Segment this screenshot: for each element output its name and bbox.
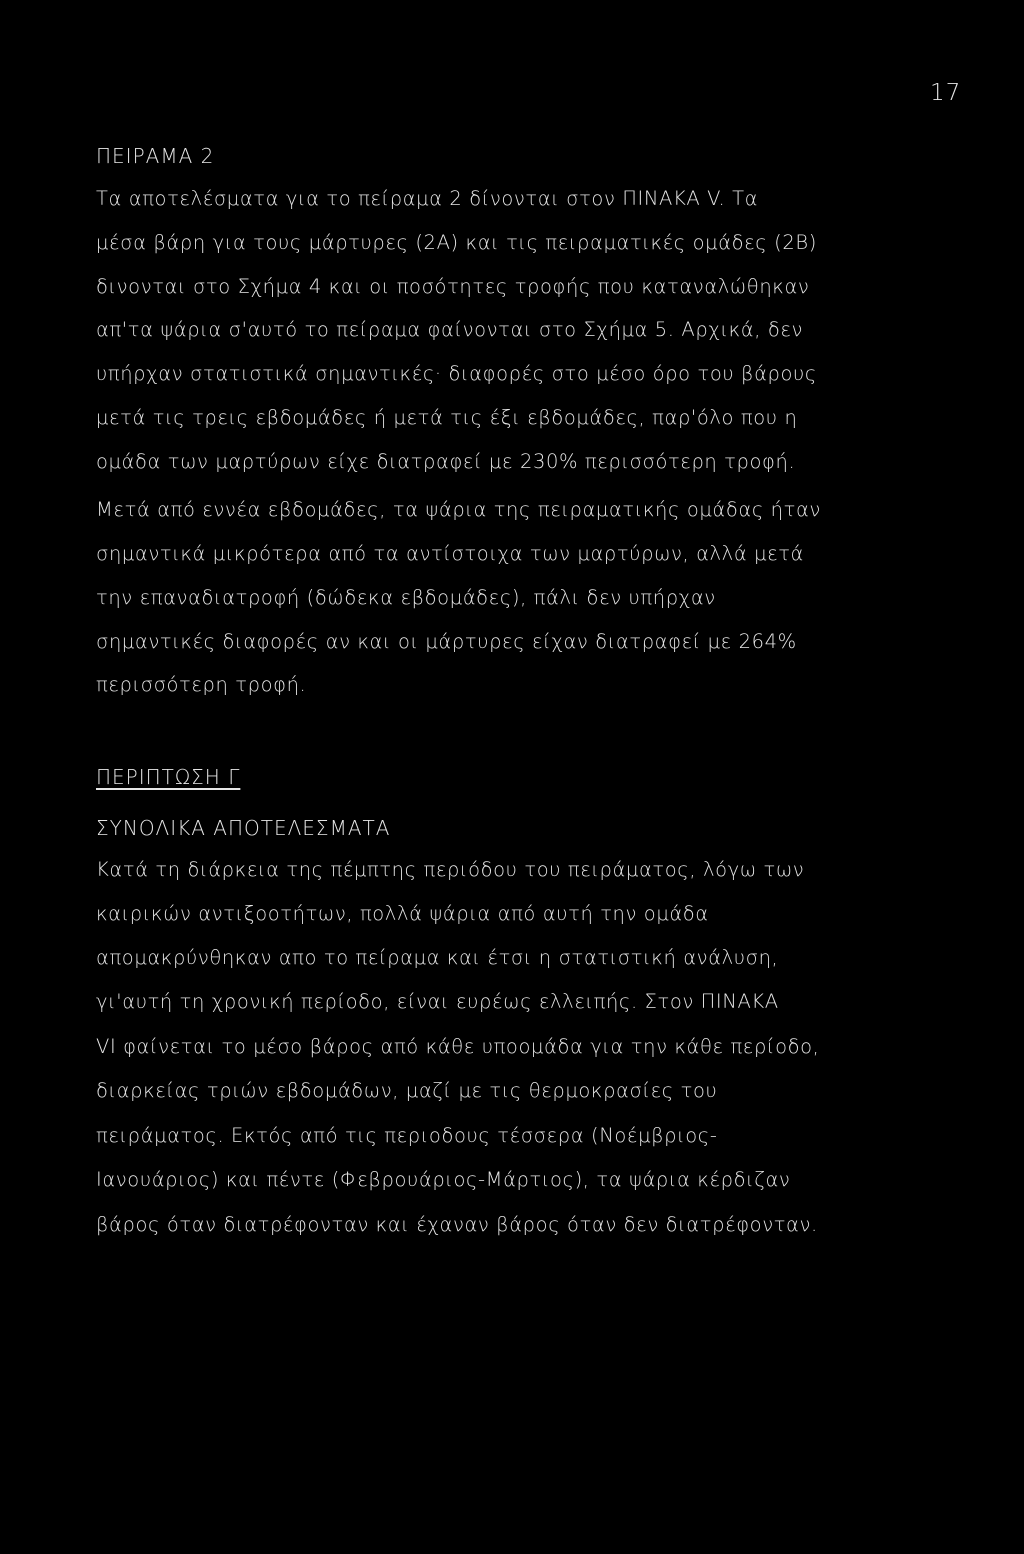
text-line: μετά τις τρεις εβδομάδες ή μετά τις έξι εβδομάδες, παρ'όλο που η (96, 406, 798, 429)
case-heading: ΠΕΡΙΠΤΩΣΗ Γ (96, 765, 241, 789)
text-line: ομάδα των μαρτύρων είχε διατραφεί με 230% περισσότερη τροφή. (96, 450, 796, 473)
page-number: 17 (930, 80, 962, 106)
text-line: την επαναδιατροφή (δώδεκα εβδομάδες), πάλι δεν υπήρχαν (96, 586, 716, 609)
text-line: βάρος όταν διατρέφονταν και έχαναν βάρος όταν δεν διατρέφονταν. (96, 1213, 818, 1236)
text-line: VI φαίνεται το μέσο βάρος από κάθε υποομάδα για την κάθε περίοδο, (96, 1035, 820, 1058)
text-line: πειράματος. Εκτός από τις περιοδους τέσσερα (Νοέμβριος- (96, 1124, 718, 1147)
text-line: απ'τα ψάρια σ'αυτό το πείραμα φαίνονται στο Σχήμα 5. Αρχικά, δεν (96, 318, 803, 341)
text-line: Ιανουάριος) και πέντε (Φεβρουάριος-Μάρτιος), τα ψάρια κέρδιζαν (96, 1168, 791, 1191)
text-line: σημαντικές διαφορές αν και οι μάρτυρες είχαν διατραφεί με 264% (96, 630, 797, 653)
text-line: περισσότερη τροφή. (96, 673, 307, 696)
text-line: σημαντικά μικρότερα από τα αντίστοιχα των μαρτύρων, αλλά μετά (96, 542, 805, 565)
text-line: Τα αποτελέσματα για το πείραμα 2 δίνονται στον ΠΙΝΑΚΑ V. Τα (96, 187, 759, 210)
text-line: Μετά από εννέα εβδομάδες, τα ψάρια της πειραματικής ομάδας ήταν (96, 498, 821, 521)
text-line: απομακρύνθηκαν απο το πείραμα και έτσι η στατιστική ανάλυση, (96, 946, 779, 969)
text-line: υπήρχαν στατιστικά σημαντικές· διαφορές στο μέσο όρο του βάρους (96, 362, 817, 385)
text-line: Κατά τη διάρκεια της πέμπτης περιόδου του πειράματος, λόγω των (96, 858, 805, 881)
text-line: μέσα βάρη για τους μάρτυρες (2Α) και τις πειραματικές ομάδες (2Β) (96, 231, 817, 254)
text-line: καιρικών αντιξοοτήτων, πολλά ψάρια από αυτή την ομάδα (96, 902, 709, 925)
text-line: δινονται στο Σχήμα 4 και οι ποσότητες τροφής που καταναλώθηκαν (96, 275, 810, 298)
text-line: διαρκείας τριών εβδομάδων, μαζί με τις θερμοκρασίες του (96, 1079, 718, 1102)
case-subheading: ΣΥΝΟΛΙΚΑ ΑΠΟΤΕΛΕΣΜΑΤΑ (96, 816, 391, 840)
text-line: γι'αυτή τη χρονική περίοδο, είναι ευρέως ελλειπής. Στον ΠΙΝΑΚΑ (96, 990, 779, 1013)
experiment-heading: ΠΕΙΡΑΜΑ 2 (96, 144, 215, 168)
